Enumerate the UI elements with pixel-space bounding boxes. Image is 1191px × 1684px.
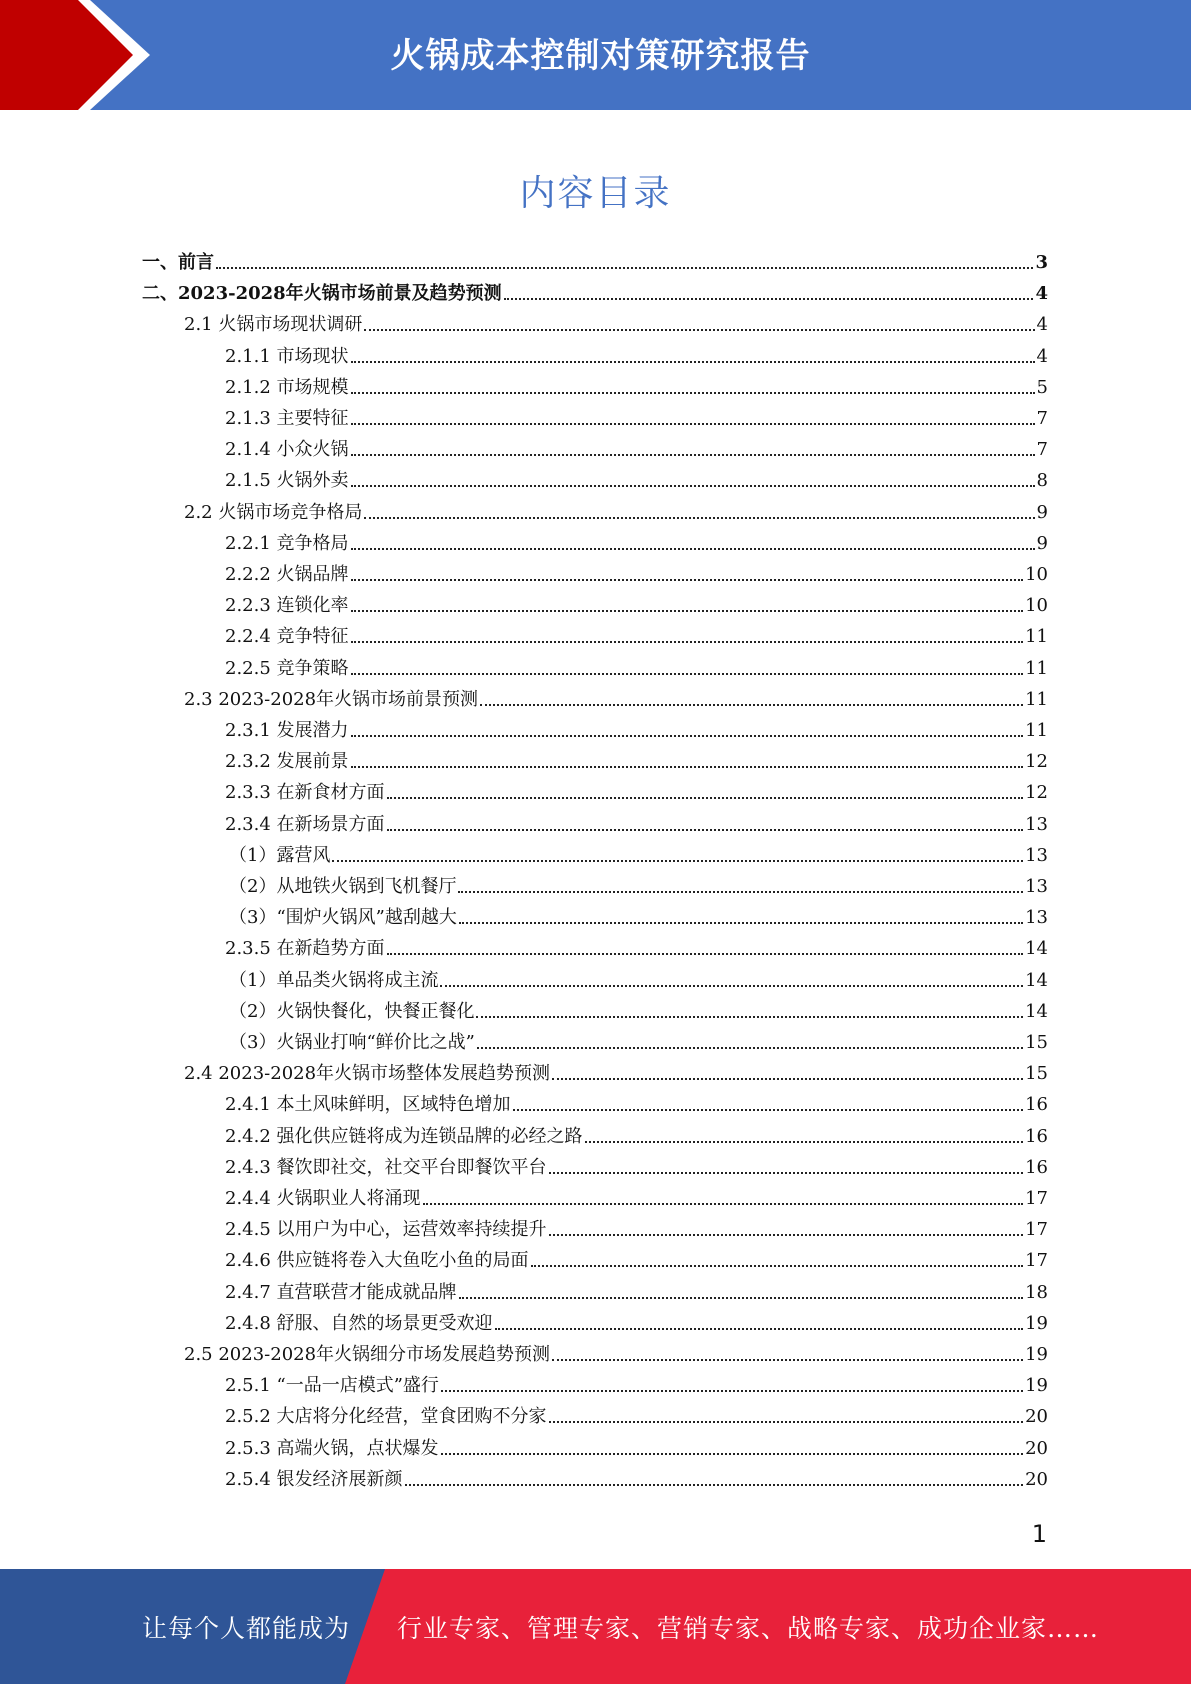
toc-entry-label: 2.4.6 供应链将卷入大鱼吃小鱼的局面 [225,1250,529,1271]
toc-dot-leader [441,1453,1024,1455]
toc-entry-label: 二、2023-2028年火锅市场前景及趋势预测 [142,283,502,304]
toc-entry-label: 2.5 2023-2028年火锅细分市场发展趋势预测 [184,1344,551,1365]
toc-entry[interactable] [225,337,1048,368]
toc-entry-label: 2.4.1 本土风味鲜明，区域特色增加 [225,1094,511,1115]
toc-dot-leader [351,610,1024,612]
toc-entry-label: 2.1.1 市场现状 [225,346,349,367]
toc-entry-label: 2.2.4 竞争特征 [225,626,349,647]
toc-entry[interactable] [225,399,1048,430]
toc-dot-leader [552,1078,1023,1080]
toc-entry[interactable] [225,461,1048,492]
toc-entry-page: 4 [1036,314,1048,335]
toc-entry-label: 2.1 火锅市场现状调研 [184,314,363,335]
toc-entry-label: 2.1.4 小众火锅 [225,439,349,460]
toc-entry-page: 20 [1025,1438,1048,1459]
toc-entry[interactable] [225,773,1048,804]
toc-dot-leader [351,361,1035,363]
toc-dot-leader [480,704,1023,706]
toc-dot-leader [351,579,1024,581]
toc-entry-page: 15 [1025,1032,1048,1053]
toc-entry-label: 2.1.3 主要特征 [225,408,349,429]
toc-entry-label: 2.4.3 餐饮即社交，社交平台即餐饮平台 [225,1157,547,1178]
toc-entry[interactable] [225,617,1048,648]
toc-entry-label: 2.3.5 在新趋势方面 [225,938,385,959]
toc-entry-page: 9 [1036,502,1048,523]
toc-entry[interactable] [225,1085,1048,1116]
toc-dot-leader [332,860,1023,862]
toc-entry-label: 一、前言 [142,252,214,273]
toc-entry-label: 2.5.1 “一品一店模式”盛行 [225,1375,439,1396]
toc-entry[interactable] [225,1429,1048,1460]
toc-dot-leader [549,1421,1024,1423]
toc-entry[interactable] [229,992,1048,1023]
toc-entry[interactable] [184,1335,1048,1366]
toc-entry-page: 10 [1025,564,1048,585]
toc-entry-label: 2.3.1 发展潜力 [225,720,349,741]
toc-entry-label: 2.4.4 火锅职业人将涌现 [225,1188,421,1209]
toc-entry-label: 2.4.8 舒服、自然的场景更受欢迎 [225,1313,493,1334]
toc-entry-label: 2.2 火锅市场竞争格局 [184,502,363,523]
header-arrow-red [0,0,133,110]
toc-entry[interactable] [184,493,1048,524]
toc-entry[interactable] [225,1366,1048,1397]
toc-entry[interactable] [225,1210,1048,1241]
toc-entry-label: （1）露营风 [229,845,331,866]
toc-dot-leader [441,1390,1023,1392]
toc-dot-leader [351,423,1035,425]
toc-dot-leader [387,797,1024,799]
header-band [0,0,1191,110]
footer-band [0,1569,1191,1684]
toc-entry-page: 4 [1036,346,1048,367]
toc-dot-leader [549,1234,1024,1236]
toc-entry-label: 2.2.5 竞争策略 [225,658,349,679]
toc-entry[interactable] [225,1148,1048,1179]
toc-entry-label: 2.3.3 在新食材方面 [225,782,385,803]
toc-dot-leader [458,891,1023,893]
toc-dot-leader [459,1297,1024,1299]
toc-entry[interactable] [225,1179,1048,1210]
toc-dot-leader [495,1328,1024,1330]
toc-entry-label: （2）火锅快餐化，快餐正餐化 [229,1001,475,1022]
toc-dot-leader [549,1172,1024,1174]
toc-entry-label: 2.3 2023-2028年火锅市场前景预测 [184,689,479,710]
toc-entry-page: 14 [1025,970,1048,991]
toc-entry-page: 18 [1025,1282,1048,1303]
toc-entry-page: 16 [1025,1094,1048,1115]
toc-entry-label: 2.4.7 直营联营才能成就品牌 [225,1282,457,1303]
toc-entry[interactable] [142,274,1048,305]
toc-entry[interactable] [225,1460,1048,1491]
toc-dot-leader [364,517,1034,519]
toc-entry[interactable] [229,898,1048,929]
toc-dot-leader [513,1109,1024,1111]
toc-entry-page: 20 [1025,1406,1048,1427]
toc-entry-page: 19 [1025,1313,1048,1334]
toc-dot-leader [351,454,1035,456]
report-title: 火锅成本控制对策研究报告 [390,36,811,76]
toc-entry-page: 12 [1025,751,1048,772]
toc-dot-leader [351,766,1024,768]
toc-dot-leader [531,1265,1024,1267]
toc-entry-page: 20 [1025,1469,1048,1490]
toc-entry-page: 14 [1025,938,1048,959]
toc-entry[interactable] [229,867,1048,898]
toc-entry[interactable] [184,1054,1048,1085]
toc-entry-page: 11 [1025,658,1048,679]
toc-entry-page: 17 [1025,1250,1048,1271]
toc-entry-page: 15 [1025,1063,1048,1084]
toc-dot-leader [476,1016,1023,1018]
toc-entry-page: 14 [1025,1001,1048,1022]
toc-dot-leader [552,1359,1023,1361]
toc-entry-page: 19 [1025,1344,1048,1365]
toc-entry-label: 2.5.2 大店将分化经营，堂食团购不分家 [225,1406,547,1427]
toc-entry[interactable] [225,1397,1048,1428]
toc-entry-page: 13 [1025,845,1048,866]
toc-entry-label: 2.2.2 火锅品牌 [225,564,349,585]
toc-entry-page: 19 [1025,1375,1048,1396]
toc-entry[interactable] [229,1023,1048,1054]
toc-entry[interactable] [225,742,1048,773]
toc-entry-page: 13 [1025,876,1048,897]
toc-entry-label: 2.4.2 强化供应链将成为连锁品牌的必经之路 [225,1126,583,1147]
toc-entry-page: 11 [1025,626,1048,647]
toc-dot-leader [351,548,1035,550]
toc-entry[interactable] [225,1273,1048,1304]
toc-entry[interactable] [229,961,1048,992]
toc-entry-page: 11 [1025,689,1048,710]
toc-entry-page: 5 [1036,377,1048,398]
toc-entry-page: 17 [1025,1188,1048,1209]
toc-dot-leader [459,922,1023,924]
toc-entry-page: 16 [1025,1157,1048,1178]
toc-dot-leader [440,985,1023,987]
toc-entry-label: 2.2.1 竞争格局 [225,533,349,554]
toc-entry-label: 2.4.5 以用户为中心，运营效率持续提升 [225,1219,547,1240]
toc-dot-leader [351,735,1024,737]
toc-entry-page: 10 [1025,595,1048,616]
toc-entry-label: （3）“围炉火锅风”越刮越大 [229,907,457,928]
toc-entry-label: 2.5.4 银发经济展新颜 [225,1469,403,1490]
toc-entry-page: 7 [1036,408,1048,429]
toc-entry-page: 9 [1036,533,1048,554]
toc-entry[interactable] [225,430,1048,461]
toc-entry-page: 13 [1025,814,1048,835]
toc-entry-label: （2）从地铁火锅到飞机餐厅 [229,876,457,897]
toc-entry-page: 16 [1025,1126,1048,1147]
toc-entry-page: 8 [1036,470,1048,491]
toc-entry-page: 17 [1025,1219,1048,1240]
toc-entry-label: 2.5.3 高端火锅，点状爆发 [225,1438,439,1459]
toc-entry-label: 2.2.3 连锁化率 [225,595,349,616]
toc-entry-page: 7 [1036,439,1048,460]
toc-entry[interactable] [184,305,1048,336]
footer-slogan-left: 让每个人都能成为 [142,1614,351,1643]
toc-entry[interactable] [225,586,1048,617]
toc-heading: 内容目录 [519,173,672,214]
toc-dot-leader [387,953,1024,955]
toc-entry-label: 2.1.5 火锅外卖 [225,470,349,491]
toc-entry[interactable] [184,680,1048,711]
toc-entry-label: 2.3.4 在新场景方面 [225,814,385,835]
toc-entry-label: 2.3.2 发展前景 [225,751,349,772]
toc-dot-leader [387,829,1024,831]
page-number: 1 [1031,1520,1047,1548]
toc-dot-leader [351,485,1035,487]
toc-entry-page: 3 [1035,252,1048,273]
toc-dot-leader [504,298,1034,300]
toc-dot-leader [351,392,1035,394]
toc-entry[interactable] [229,836,1048,867]
toc-dot-leader [364,329,1034,331]
toc-entry-label: 2.1.2 市场规模 [225,377,349,398]
toc-entry-label: 2.4 2023-2028年火锅市场整体发展趋势预测 [184,1063,551,1084]
toc-entry[interactable] [142,243,1048,274]
toc-entry[interactable] [225,1304,1048,1335]
toc-entry[interactable] [225,368,1048,399]
toc-entry-page: 13 [1025,907,1048,928]
toc-dot-leader [351,641,1024,643]
footer-slogan-right: 行业专家、管理专家、营销专家、战略专家、成功企业家…… [397,1614,1100,1643]
toc-dot-leader [585,1141,1024,1143]
toc-dot-leader [477,1047,1023,1049]
toc-entry-label: （3）火锅业打响“鲜价比之战” [229,1032,475,1053]
toc-dot-leader [216,267,1033,269]
toc-entry[interactable] [225,805,1048,836]
toc-dot-leader [405,1484,1024,1486]
toc-entry-page: 12 [1025,782,1048,803]
toc-dot-leader [423,1203,1024,1205]
toc-dot-leader [351,673,1024,675]
toc-entry[interactable] [225,929,1048,960]
toc-entry[interactable] [225,524,1048,555]
toc-entry[interactable] [225,555,1048,586]
toc-entry-label: （1）单品类火锅将成主流 [229,970,439,991]
toc-entry[interactable] [225,711,1048,742]
toc-entry-page: 11 [1025,720,1048,741]
toc-entry[interactable] [225,649,1048,680]
toc-entry[interactable] [225,1117,1048,1148]
toc-entry-page: 4 [1035,283,1048,304]
toc-entry[interactable] [225,1241,1048,1272]
